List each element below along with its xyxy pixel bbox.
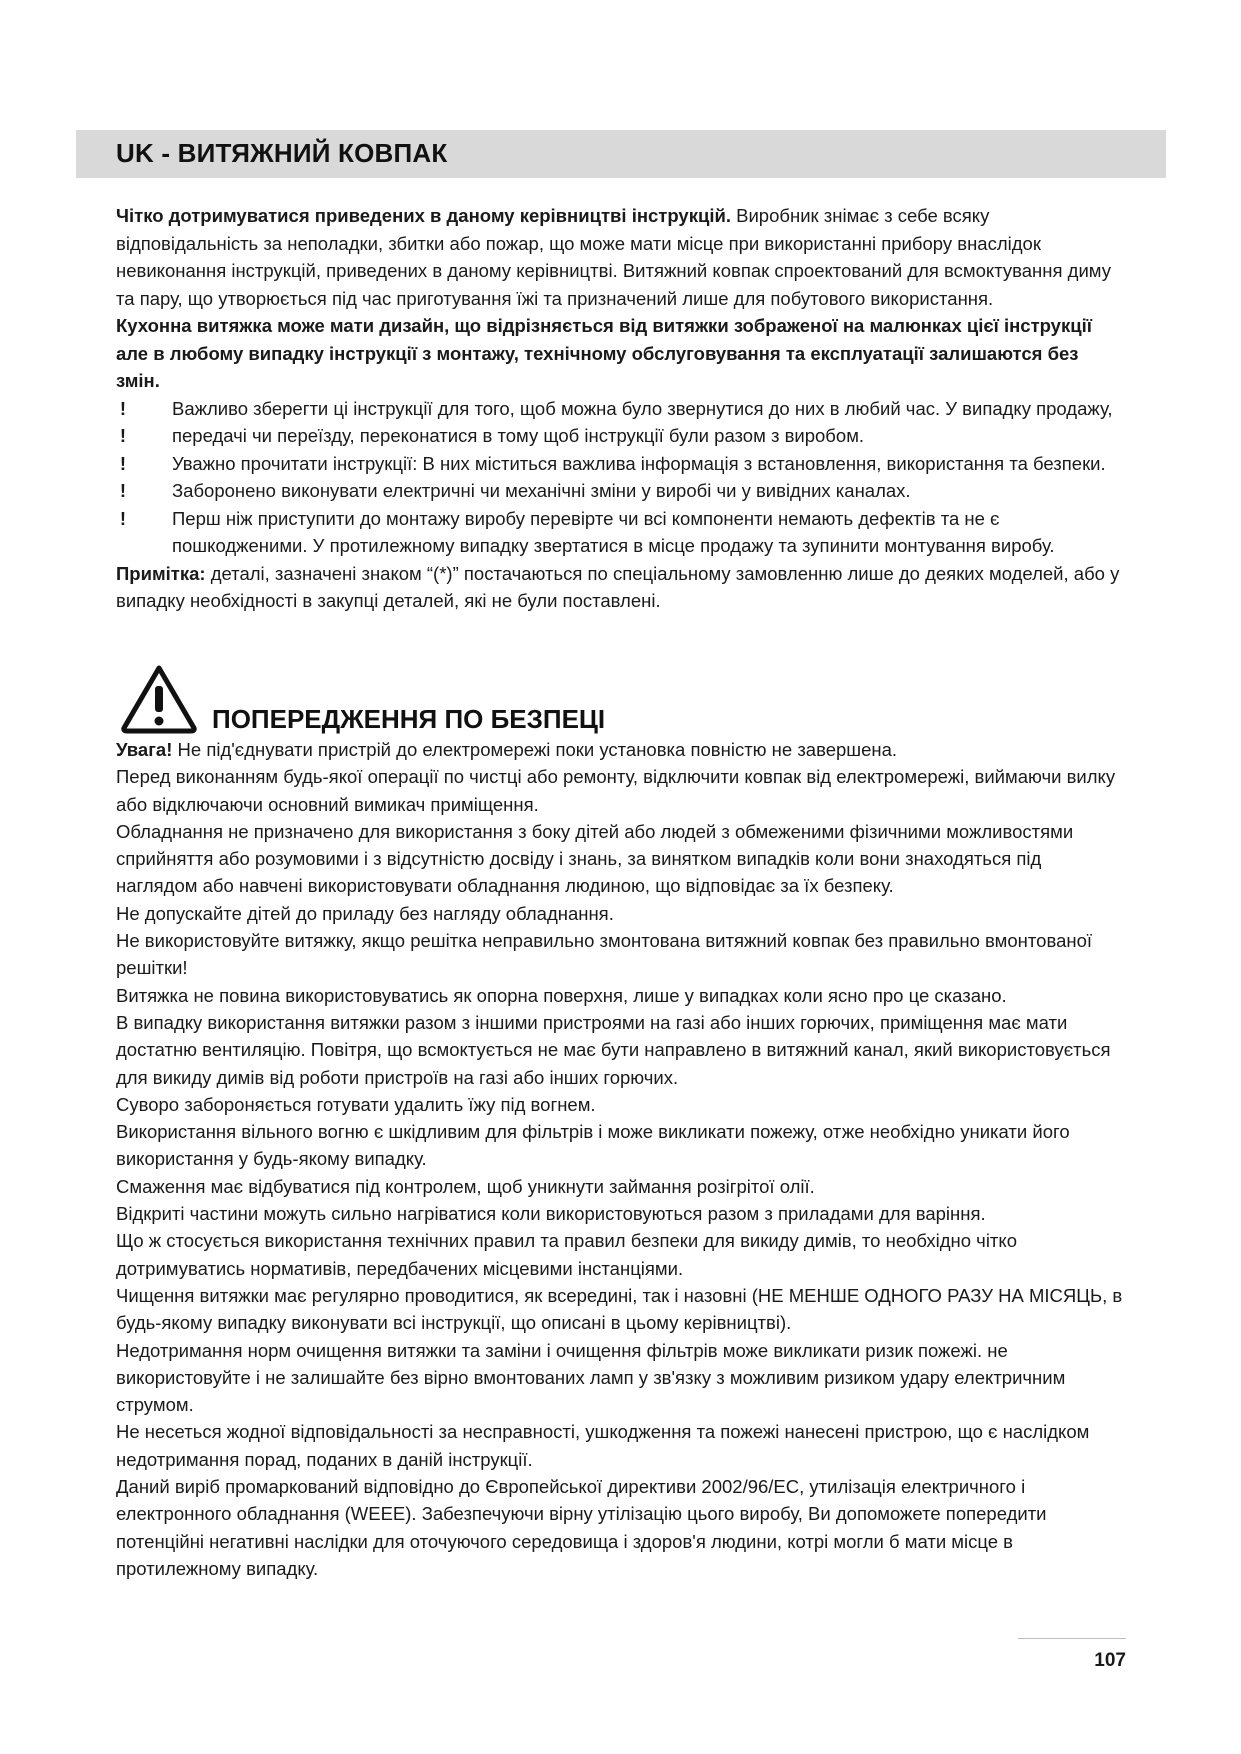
safety-warning-heading	[116, 664, 1126, 734]
page-title: UK - ВИТЯЖНИЙ КОВПАК	[116, 138, 448, 168]
list-item	[116, 477, 1126, 505]
intro-bold-lead: Чітко дотримуватися приведених в даному керівництві інструкцій.	[116, 205, 731, 226]
list-item	[116, 422, 1126, 450]
note-label: Примітка:	[116, 562, 206, 584]
note-paragraph-continued: випадку необхідності в закупці деталей, які не були поставлені.	[116, 590, 661, 611]
safety-paragraph: В випадку використання витяжки разом з іншими пристроями на газі або інших горючих, приміщення має мати достатню вентиляцію. Повітря, що всмоктується не має бути направлено в витяжний канал, який використовується для викиду димів від роботи пристроїв на газі або інших горючих.	[116, 1011, 1111, 1088]
attention-paragraph	[116, 736, 1126, 763]
safety-paragraph: Не допускайте дітей до приладу без нагляду обладнання.	[116, 902, 614, 924]
list-item	[116, 450, 1126, 478]
note-text: деталі, зазначені знаком “(*)” постачаються по спеціальному замовленню лише до деяких моделей, або у	[205, 562, 1120, 584]
safety-paragraph: Чищення витяжки має регулярно проводитися, як всередині, так і назовні (НЕ МЕНШЕ ОДНОГО РАЗУ НА МІСЯЦЬ, в будь-якому випадку виконувати всі інструкції, що описані в цьому керівництві).	[116, 1284, 1123, 1334]
page-number: 107	[1094, 1650, 1126, 1671]
safety-paragraph: Що ж стосується використання технічних правил та правил безпеки для викиду димів, то необхідно чітко дотримуватись нормативів, передбачених місцевими інстанціями.	[116, 1230, 1017, 1279]
safety-paragraph: Не несеться жодної відповідальності за несправності, ушкодження та пожежі нанесені пристрою, що є наслідком недотримання порад, поданих в даній інструкції.	[116, 1421, 1090, 1470]
exclamation-icon: !	[119, 452, 127, 474]
safety-paragraph: Перед виконанням будь-якої операції по чистці або ремонту, відключити ковпак від електромережі, виймаючи вилку або відключаючи основний вимикач приміщення.	[116, 766, 1116, 815]
footer-divider	[1018, 1638, 1126, 1639]
notice-text: Уважно прочитати інструкції: В них міститься важлива інформація з встановлення, використання та безпеки.	[172, 452, 1106, 474]
safety-paragraph: Суворо забороняється готувати удалить їжу під вогнем.	[116, 1093, 596, 1115]
notice-text: Важливо зберегти ці інструкції для того, щоб можна було звернутися до них в любий час. У випадку продажу,	[172, 397, 1113, 419]
notice-text: Заборонено виконувати електричні чи механічні зміни у виробі чи у вивідних каналах.	[172, 480, 911, 501]
intro-text: Виробник знімає з себе всяку відповідальність за неполадки, збитки або пожар, що може мати місце при використанні прибору внаслідок невиконання інструкцій, приведених в даному керівництві. Витяжний ковпак спроектований для всмоктування диму та пару, що утворюється під час приготування їжі та призначений лише для побутового використання.	[116, 205, 1111, 309]
exclamation-icon: !	[119, 507, 127, 529]
exclamation-icon: !	[119, 480, 127, 501]
list-item	[116, 505, 1126, 560]
note-paragraph	[116, 560, 1126, 588]
safety-paragraph: Обладнання не призначено для використання з боку дітей або людей з обмеженими фізичними можливостями сприйняття або розумовими і з відсутністю досвіду і знань, за винятком випадків коли вони знаходяться під наглядом або навчені використовувати обладнання людиною, що відповідає за їх безпеку.	[116, 820, 1074, 897]
intro-paragraph	[116, 202, 1126, 312]
safety-paragraph: Витяжка не повина використовуватись як опорна поверхня, лише у випадках коли ясно про це сказано.	[116, 984, 1007, 1006]
safety-paragraph: Використання вільного вогню є шкідливим для фільтрів і може викликати пожежу, отже необхідно уникати його використання у будь-якому випадку.	[116, 1121, 1070, 1170]
safety-paragraph: Відкриті частини можуть сильно нагріватися коли використовуються разом з приладами для варіння.	[116, 1203, 986, 1225]
safety-paragraph: Не використовуйте витяжку, якщо решітка неправильно змонтована витяжний ковпак без правильно вмонтованої решітки!	[116, 930, 1093, 979]
safety-paragraph: Даний виріб промаркований відповідно до Європейської директиви 2002/96/EC, утилізація електричного і електронного обладнання (WEEE). Забезпечуючи вірну утілізацію цього виробу, Ви допоможете попередити потенційні негативні наслідки для оточуючого середовища і здоров'я людини, котрі могли б мати місце в протилежному випадку.	[116, 1476, 1047, 1579]
notice-text: передачі чи переїзду, переконатися в тому щоб інструкції були разом з виробом.	[172, 425, 865, 446]
intro-section	[116, 202, 1126, 615]
warning-title: ПОПЕРЕДЖЕННЯ ПО БЕЗПЕЦІ	[212, 704, 606, 734]
attention-text: Не під'єднувати пристрій до електромережі поки установка повністю не завершена.	[172, 739, 898, 760]
safety-paragraph: Смаження має відбуватися під контролем, щоб уникнути займання розігрітої олії.	[116, 1175, 815, 1197]
safety-paragraph: Недотримання норм очищення витяжки та заміни і очищення фільтрів може викликати ризик пожежі. не використовуйте і не залишайте без вірно вмонтованих ламп у зв'язку з можливим ризиком удару електричним струмом.	[116, 1339, 1066, 1416]
design-notice: Кухонна витяжка може мати дизайн, що відрізняється від витяжки зображеної на малюнках цієї інструкції але в любому випадку інструкції з монтажу, технічному обслуговування та експлуатації залишаются без змін.	[116, 315, 1092, 391]
exclamation-icon: !	[119, 397, 127, 419]
notice-list	[116, 395, 1126, 560]
exclamation-icon: !	[119, 425, 127, 446]
safety-section	[116, 736, 1126, 1582]
attention-label: Увага!	[116, 739, 173, 760]
notice-text: Перш ніж приступити до монтажу виробу перевірте чи всі компоненти немають дефектів та не є пошкодженими. У протилежному випадку звертатися в місце продажу та зупинити монтування виробу.	[172, 507, 1055, 556]
list-item	[116, 395, 1126, 423]
warning-triangle-icon	[120, 664, 198, 734]
